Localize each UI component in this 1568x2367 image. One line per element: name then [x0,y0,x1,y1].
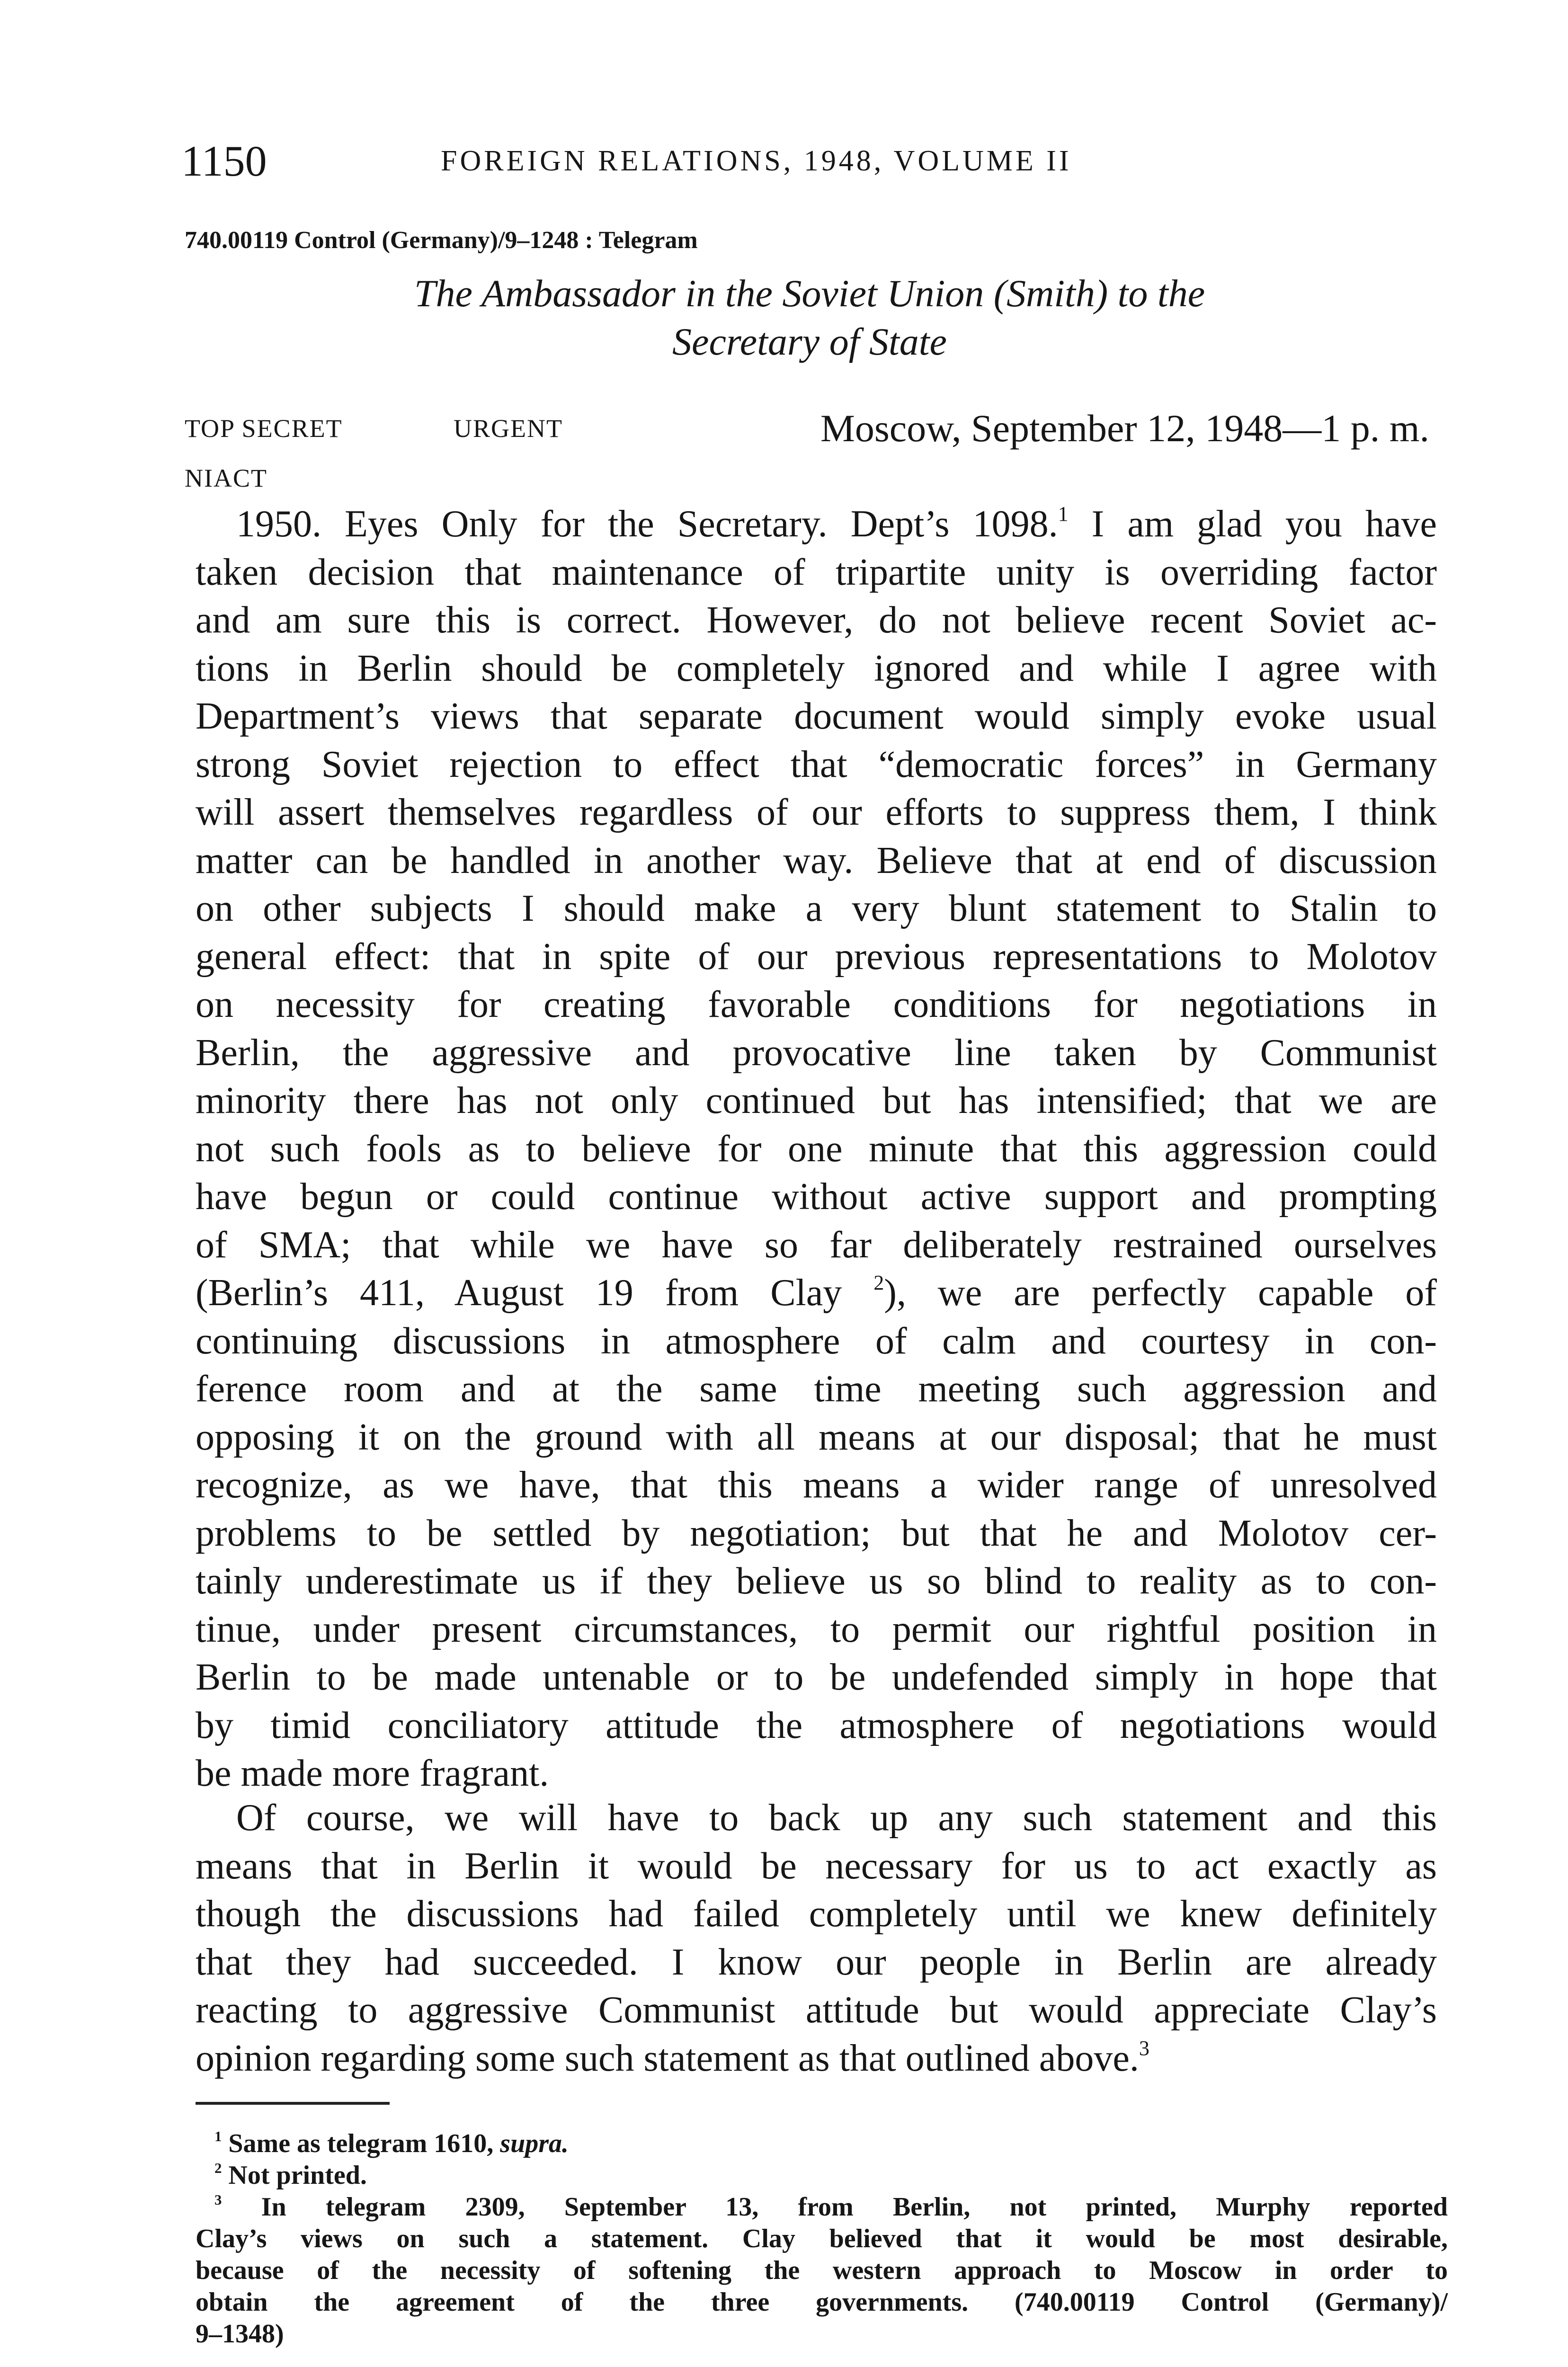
footnote-reference: 3 [1139,2036,1149,2060]
text-segment: tinue, under present circumstances, to permit our rightful position in [196,1608,1437,1650]
text-segment: taken decision that maintenance of tripartite unity is overriding factor [196,551,1437,593]
text-segment: I am glad you have [1068,503,1437,545]
text-segment: Clay’s views on such a statement. Clay believed that it would be most desirable, [196,2224,1448,2253]
footnote-line [196,2318,1448,2350]
text-line [196,1221,1437,1270]
text-segment: problems to be settled by negotiation; but that he and Molotov cer- [196,1512,1437,1554]
text-segment: In telegram 2309, September 13, from Berlin, not printed, Murphy reported [222,2192,1448,2222]
text-segment: that they had succeeded. I know our people in Berlin are already [196,1941,1437,1983]
text-segment: on other subjects I should make a very blunt statement to Stalin to [196,888,1437,929]
text-line [196,1077,1437,1125]
text-line [196,1702,1437,1750]
text-segment: tainly underestimate us if they believe us so blind to reality as to con- [196,1560,1437,1602]
text-line [196,1029,1437,1077]
file-reference: 740.00119 Control (Germany)/9–1248 : Telegram [185,227,698,254]
text-line [196,1794,1437,1842]
text-line [196,1842,1437,1891]
text-line [196,500,1437,549]
footnote-line [196,2287,1448,2318]
text-segment: strong Soviet rejection to effect that “democratic forces” in Germany [196,743,1437,785]
text-line [196,596,1437,645]
footnote-reference: 2 [214,2160,222,2176]
text-segment: supra. [500,2129,569,2158]
text-segment: be made more fragrant. [196,1753,549,1794]
text-segment: and am sure this is correct. However, do not believe recent Soviet ac- [196,599,1437,641]
text-segment: Not printed. [222,2161,367,2190]
text-line [196,1510,1437,1558]
text-segment: though the discussions had failed completely until we knew definitely [196,1893,1437,1935]
text-line [196,1317,1437,1366]
text-segment: general effect: that in spite of our previous representations to Molotov [196,935,1437,978]
text-segment: will assert themselves regardless of our efforts to suppress them, I think [196,792,1437,833]
text-line [196,549,1437,597]
document-title-line-1: The Ambassador in the Soviet Union (Smith) to the [414,272,1205,315]
text-line [196,1557,1437,1606]
dateline: Moscow, September 12, 1948—1 p. m. [820,407,1429,450]
text-line [196,789,1437,837]
text-line [196,1890,1437,1939]
priority-label: URGENT [454,414,563,443]
footnote-line [196,2128,1448,2160]
text-line [196,1125,1437,1174]
footnote-line [196,2223,1448,2255]
footnote-reference: 1 [214,2128,222,2145]
text-line [196,693,1437,741]
text-line [196,2035,1437,2083]
footnote-reference: 2 [873,1271,884,1294]
text-segment: minority there has not only continued but has intensified; that we are [196,1080,1437,1121]
footnotes [196,2128,1448,2350]
text-segment: reacting to aggressive Communist attitude but would appreciate Clay’s [196,1989,1437,2031]
text-segment: ference room and at the same time meeting such aggression and [196,1368,1437,1410]
text-segment: by timid conciliatory attitude the atmosphere of negotiations would [196,1704,1437,1746]
text-segment: on necessity for creating favorable conditions for negotiations in [196,984,1437,1025]
handling-label: NIACT [185,464,267,492]
text-segment: continuing discussions in atmosphere of calm and courtesy in con- [196,1320,1437,1362]
text-segment: tions in Berlin should be completely ignored and while I agree with [196,647,1437,689]
text-line [196,1414,1437,1462]
text-segment: ), we are perfectly capable of [884,1272,1437,1314]
text-segment: opinion regarding some such statement as that outlined above. [196,2037,1139,2079]
text-line [196,741,1437,789]
text-line [196,1365,1437,1414]
footnote-reference: 3 [214,2191,222,2208]
body-paragraph-1 [196,500,1437,1798]
text-segment: have begun or could continue without active support and prompting [196,1176,1437,1218]
document-title-line-2: Secretary of State [672,320,947,363]
text-segment: because of the necessity of softening the western approach to Moscow in order to [196,2256,1448,2285]
text-segment: Of course, we will have to back up any such statement and this [236,1797,1437,1839]
running-head: FOREIGN RELATIONS, 1948, VOLUME II [441,145,1072,177]
text-segment: 9–1348) [196,2319,284,2349]
text-segment: of SMA; that while we have so far deliberately restrained ourselves [196,1224,1437,1266]
text-line [196,933,1437,981]
footnote-divider [196,2102,390,2105]
text-segment: opposing it on the ground with all means at our disposal; that he must [196,1416,1437,1458]
text-segment: 1950. Eyes Only for the Secretary. Dept’s 1098. [236,503,1058,545]
text-segment: obtain the agreement of the three governments. (740.00119 Control (Germany)/ [196,2287,1448,2317]
text-line [196,981,1437,1029]
text-line [196,1461,1437,1510]
text-segment: Department’s views that separate document would simply evoke usual [196,695,1437,737]
page-number: 1150 [181,137,267,185]
footnote-line [196,2191,1448,2223]
text-line [196,1939,1437,1987]
text-line [196,1606,1437,1654]
text-segment: matter can be handled in another way. Believe that at end of discussion [196,839,1437,881]
text-segment: Berlin to be made untenable or to be undefended simply in hope that [196,1656,1437,1698]
body-paragraph-2 [196,1794,1437,2082]
text-line [196,1173,1437,1221]
footnote-line [196,2255,1448,2287]
text-segment: Same as telegram 1610, [222,2129,500,2158]
text-line [196,1986,1437,2035]
text-segment: not such fools as to believe for one minute that this aggression could [196,1128,1437,1170]
text-segment: recognize, as we have, that this means a wider range of unresolved [196,1464,1437,1506]
text-line [196,1750,1437,1798]
text-line [196,885,1437,933]
text-line [196,1269,1437,1317]
text-segment: means that in Berlin it would be necessary for us to act exactly as [196,1845,1437,1887]
classification-label: TOP SECRET [185,414,343,443]
text-line [196,837,1437,885]
text-segment: (Berlin’s 411, August 19 from Clay [196,1272,874,1314]
footnote-reference: 1 [1058,502,1069,525]
text-line [196,1654,1437,1702]
text-segment: Berlin, the aggressive and provocative line taken by Communist [196,1032,1437,1074]
footnote-line [196,2160,1448,2191]
text-line [196,645,1437,693]
